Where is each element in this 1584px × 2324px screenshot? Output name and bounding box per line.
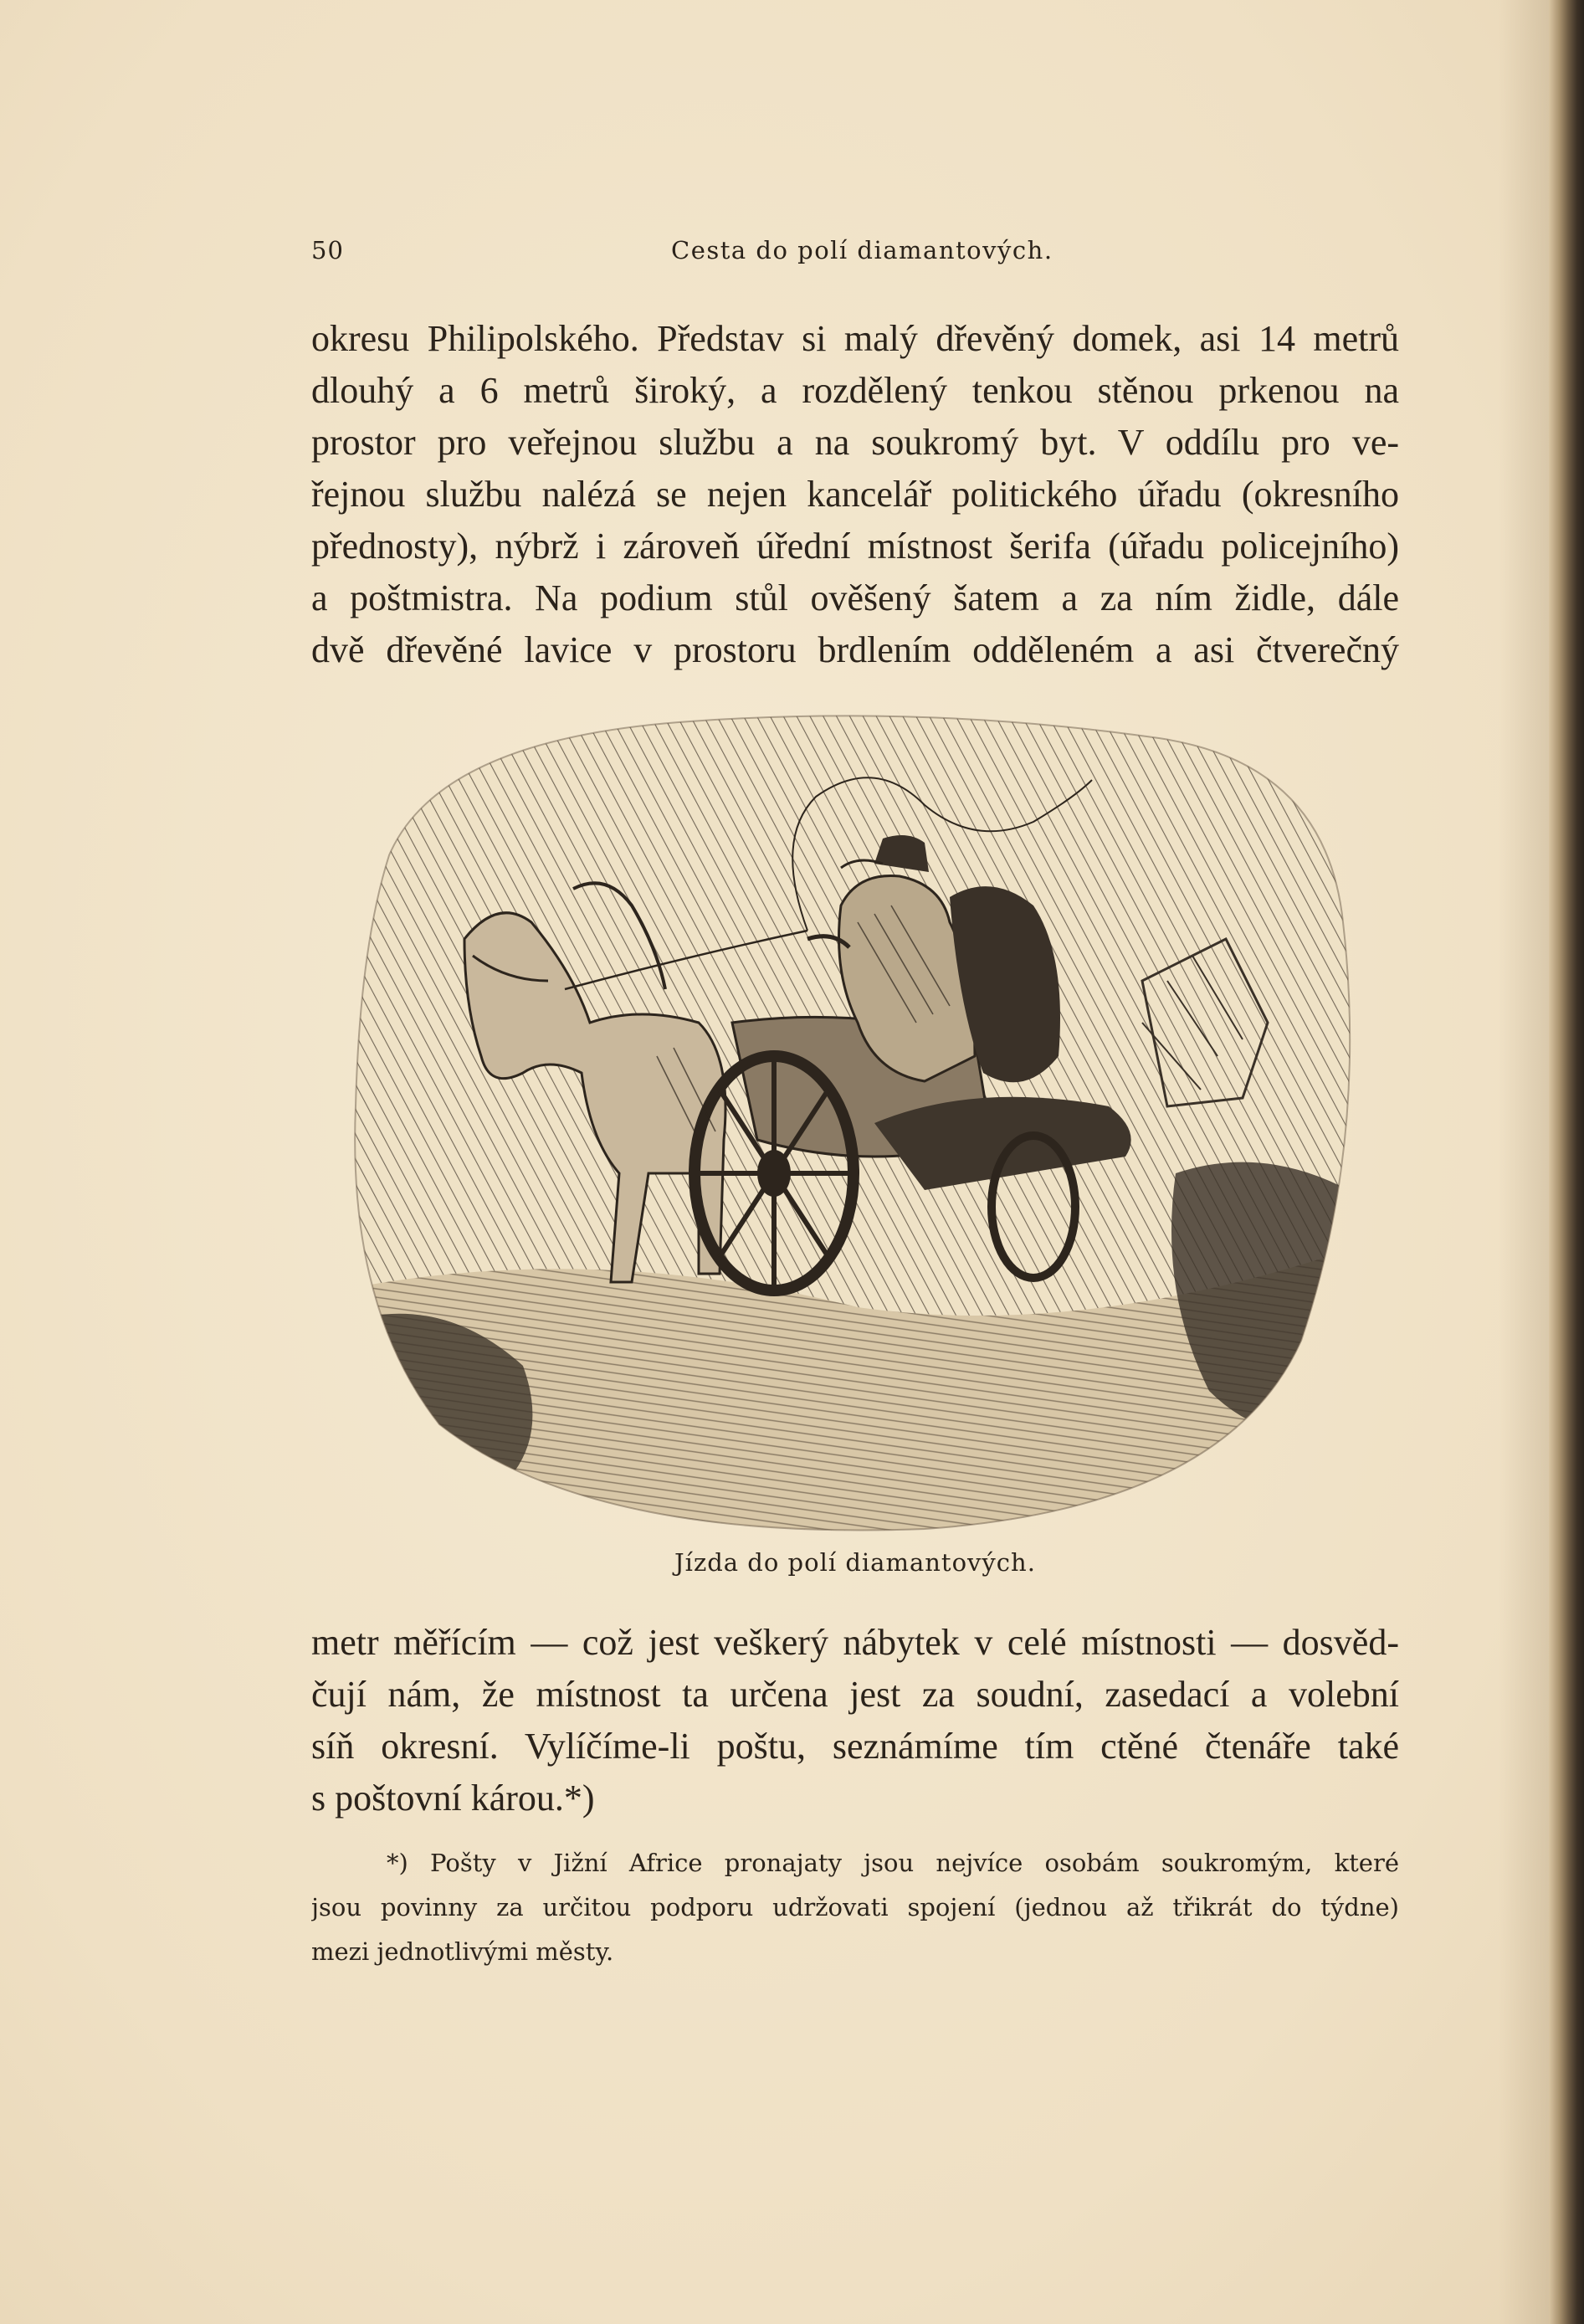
gutter-shadow <box>1499 0 1549 2324</box>
text-line: přednosty), nýbrž i zároveň úřední místnost šerifa (úřadu policejního) <box>311 526 1399 567</box>
text-line: okresu Philipolského. Představ si malý dřevěný domek, asi 14 metrů <box>311 318 1399 359</box>
text-line: metr měřícím — což jest veškerý nábytek v celé místnosti — dosvěd- <box>311 1622 1399 1663</box>
text-line: síň okresní. Vylíčíme-li poštu, seznámíme tím ctěné čtenáře také <box>311 1726 1399 1767</box>
text-line: řejnou službu nalézá se nejen kancelář politického úřadu (okresního <box>311 474 1399 515</box>
text-line: dlouhý a 6 metrů široký, a rozdělený tenkou stěnou prkenou na <box>311 370 1399 411</box>
footnote-line: *) Pošty v Jižní Africe pronajaty jsou nejvíce osobám soukromým, které <box>387 1849 1399 1877</box>
text-line: čují nám, že místnost ta určena jest za soudní, zasedací a volební <box>311 1674 1399 1715</box>
text-line: dvě dřevěné lavice v prostoru brdlením odděleném a asi čtverečný <box>311 629 1399 670</box>
paragraph-bottom <box>311 1617 1399 1824</box>
book-spine-edge <box>1549 0 1584 2324</box>
engraving-illustration <box>339 705 1376 1537</box>
text-line: prostor pro veřejnou službu a na soukromý byt. V oddílu pro ve- <box>311 422 1399 463</box>
footnote-line: mezi jednotlivými městy. <box>311 1937 614 1966</box>
illustration-caption: Jízda do polí diamantových. <box>674 1548 1036 1577</box>
footnote-line: jsou povinny za určitou podporu udržovati spojení (jednou až třikrát do týdne) <box>311 1893 1399 1921</box>
footnote <box>311 1841 1399 1974</box>
paragraph-top <box>311 313 1399 676</box>
running-head <box>311 236 1399 269</box>
text-line: a poštmistra. Na podium stůl ověšený šatem a za ním židle, dále <box>311 577 1399 618</box>
page-number: 50 <box>311 236 344 264</box>
text-line: s poštovní károu.*) <box>311 1778 595 1819</box>
running-title: Cesta do polí diamantových. <box>671 236 1053 264</box>
